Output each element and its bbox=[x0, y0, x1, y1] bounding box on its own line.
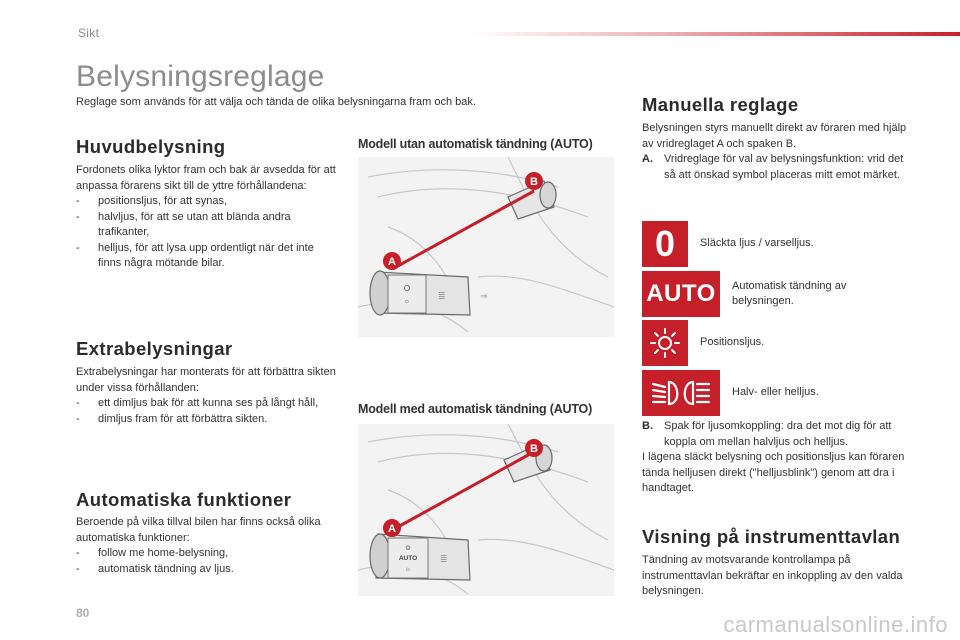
headlight-icon bbox=[642, 370, 720, 416]
svg-text:☼: ☼ bbox=[403, 298, 411, 305]
extra-list bbox=[76, 396, 338, 427]
page-title: Belysningsreglage bbox=[76, 60, 325, 93]
heading-automatiska-funktioner: Automatiska funktioner bbox=[76, 489, 292, 510]
illustration-model-no-auto bbox=[358, 157, 614, 337]
watermark: carmanualsonline.info bbox=[723, 612, 948, 637]
def-label-b: - B. bbox=[642, 420, 653, 432]
heading-model-auto: Modell med automatisk tändning (AUTO) bbox=[358, 402, 593, 416]
manual-closing: I lägena släckt belysning och positionsljus kan föraren tända helljusen direkt ("helljusblink") genom att dra i handtaget. bbox=[642, 451, 905, 494]
illustration-model-auto bbox=[358, 424, 614, 596]
symbol-row-auto bbox=[642, 271, 882, 317]
extra-body bbox=[76, 365, 338, 427]
extra-text: Extrabelysningar har monterats för att förbättra sikten under vissa förhållanden: bbox=[76, 366, 336, 394]
def-text-b: Spak för ljusomkoppling: dra det mot dig för att koppla om mellan halvljus och helljus. bbox=[664, 420, 892, 448]
svg-text:☼: ☼ bbox=[404, 566, 412, 573]
manual-body-b bbox=[642, 419, 912, 497]
symbol-label-auto: Automatisk tändning av belysningen. bbox=[732, 279, 847, 307]
svg-text:O: O bbox=[403, 284, 411, 293]
position-light-icon bbox=[642, 320, 688, 366]
display-body bbox=[642, 553, 904, 600]
heading-visning: Visning på instrumenttavlan bbox=[642, 526, 901, 547]
auto-func-text: Beroende på vilka tillval bilen har finns också olika automatiska funktioner: bbox=[76, 516, 321, 544]
huvud-body bbox=[76, 163, 338, 272]
list-item: - halvljus, för att se utan att blända andra trafikanter, bbox=[76, 210, 338, 241]
list-item: - dimljus fram för att förbättra sikten. bbox=[76, 412, 338, 428]
manual-body bbox=[642, 121, 912, 183]
auto-func-body bbox=[76, 515, 338, 577]
list-item: - automatisk tändning av ljus. bbox=[76, 562, 338, 578]
auto-symbol-icon: AUTO bbox=[642, 271, 720, 317]
list-item: - positionsljus, för att synas, bbox=[76, 194, 338, 210]
heading-huvudbelysning: Huvudbelysning bbox=[76, 136, 226, 157]
def-label-a: - A. bbox=[642, 153, 653, 165]
lighting-stalk-auto-drawing bbox=[358, 424, 614, 596]
def-item-a bbox=[642, 152, 912, 183]
svg-text:≣: ≣ bbox=[438, 291, 446, 301]
heading-extrabelysningar: Extrabelysningar bbox=[76, 338, 233, 359]
svg-text:≣: ≣ bbox=[440, 554, 448, 564]
symbol-row-headlight bbox=[642, 370, 819, 416]
lighting-stalk-drawing bbox=[358, 157, 614, 337]
symbol-label-headlight: Halv- eller helljus. bbox=[732, 386, 819, 399]
lever-a-drawing bbox=[370, 534, 470, 580]
huvud-text: Fordonets olika lyktor fram och bak är avsedda för att anpassa förarens sikt till de yttre förhållandena: bbox=[76, 164, 336, 192]
off-symbol-icon: 0 bbox=[642, 221, 688, 267]
display-text: Tändning av motsvarande kontrollampa på instrumenttavlan bekräftar en inkoppling av den valda belysningen. bbox=[642, 554, 903, 597]
callout-a-label: A bbox=[388, 256, 396, 268]
list-item: - ett dimljus bak för att kunna ses på långt håll, bbox=[76, 396, 338, 412]
symbol-label-off: Släckta ljus / varselljus. bbox=[700, 237, 814, 250]
def-item-b bbox=[642, 419, 912, 450]
heading-manuella-reglage: Manuella reglage bbox=[642, 94, 799, 115]
def-text-a: Vridreglage för val av belysningsfunktion: vrid det så att önskad symbol placeras mitt emot märket. bbox=[664, 153, 904, 181]
manual-text: Belysningen styrs manuellt direkt av föraren med hjälp av vridreglaget A och spaken B. bbox=[642, 122, 907, 150]
ring-auto-label: AUTO bbox=[398, 555, 418, 562]
manual-def-a bbox=[642, 152, 912, 183]
intro-text: Reglage som används för att välja och tända de olika belysningarna fram och bak. bbox=[76, 96, 476, 108]
huvud-list bbox=[76, 194, 338, 272]
auto-func-list bbox=[76, 546, 338, 577]
symbol-label-position: Positionsljus. bbox=[700, 336, 765, 349]
list-item: - helljus, för att lysa upp ordentligt när det inte finns några mötande bilar. bbox=[76, 241, 338, 272]
heading-model-no-auto: Modell utan automatisk tändning (AUTO) bbox=[358, 137, 593, 151]
page-number: 80 bbox=[76, 606, 90, 620]
callout-b-label: B bbox=[530, 176, 538, 188]
lever-a-drawing bbox=[370, 271, 488, 315]
manual-def-b bbox=[642, 419, 912, 450]
symbol-row-position bbox=[642, 320, 764, 366]
svg-text:⇒: ⇒ bbox=[480, 291, 488, 301]
callout-b-label: B bbox=[530, 443, 538, 455]
section-tag: Sikt bbox=[78, 26, 100, 40]
callout-a-label: A bbox=[388, 523, 396, 535]
symbol-row-off bbox=[642, 221, 814, 267]
svg-text:O: O bbox=[405, 546, 411, 552]
list-item: - follow me home-belysning, bbox=[76, 546, 338, 562]
header-rule bbox=[470, 32, 960, 36]
